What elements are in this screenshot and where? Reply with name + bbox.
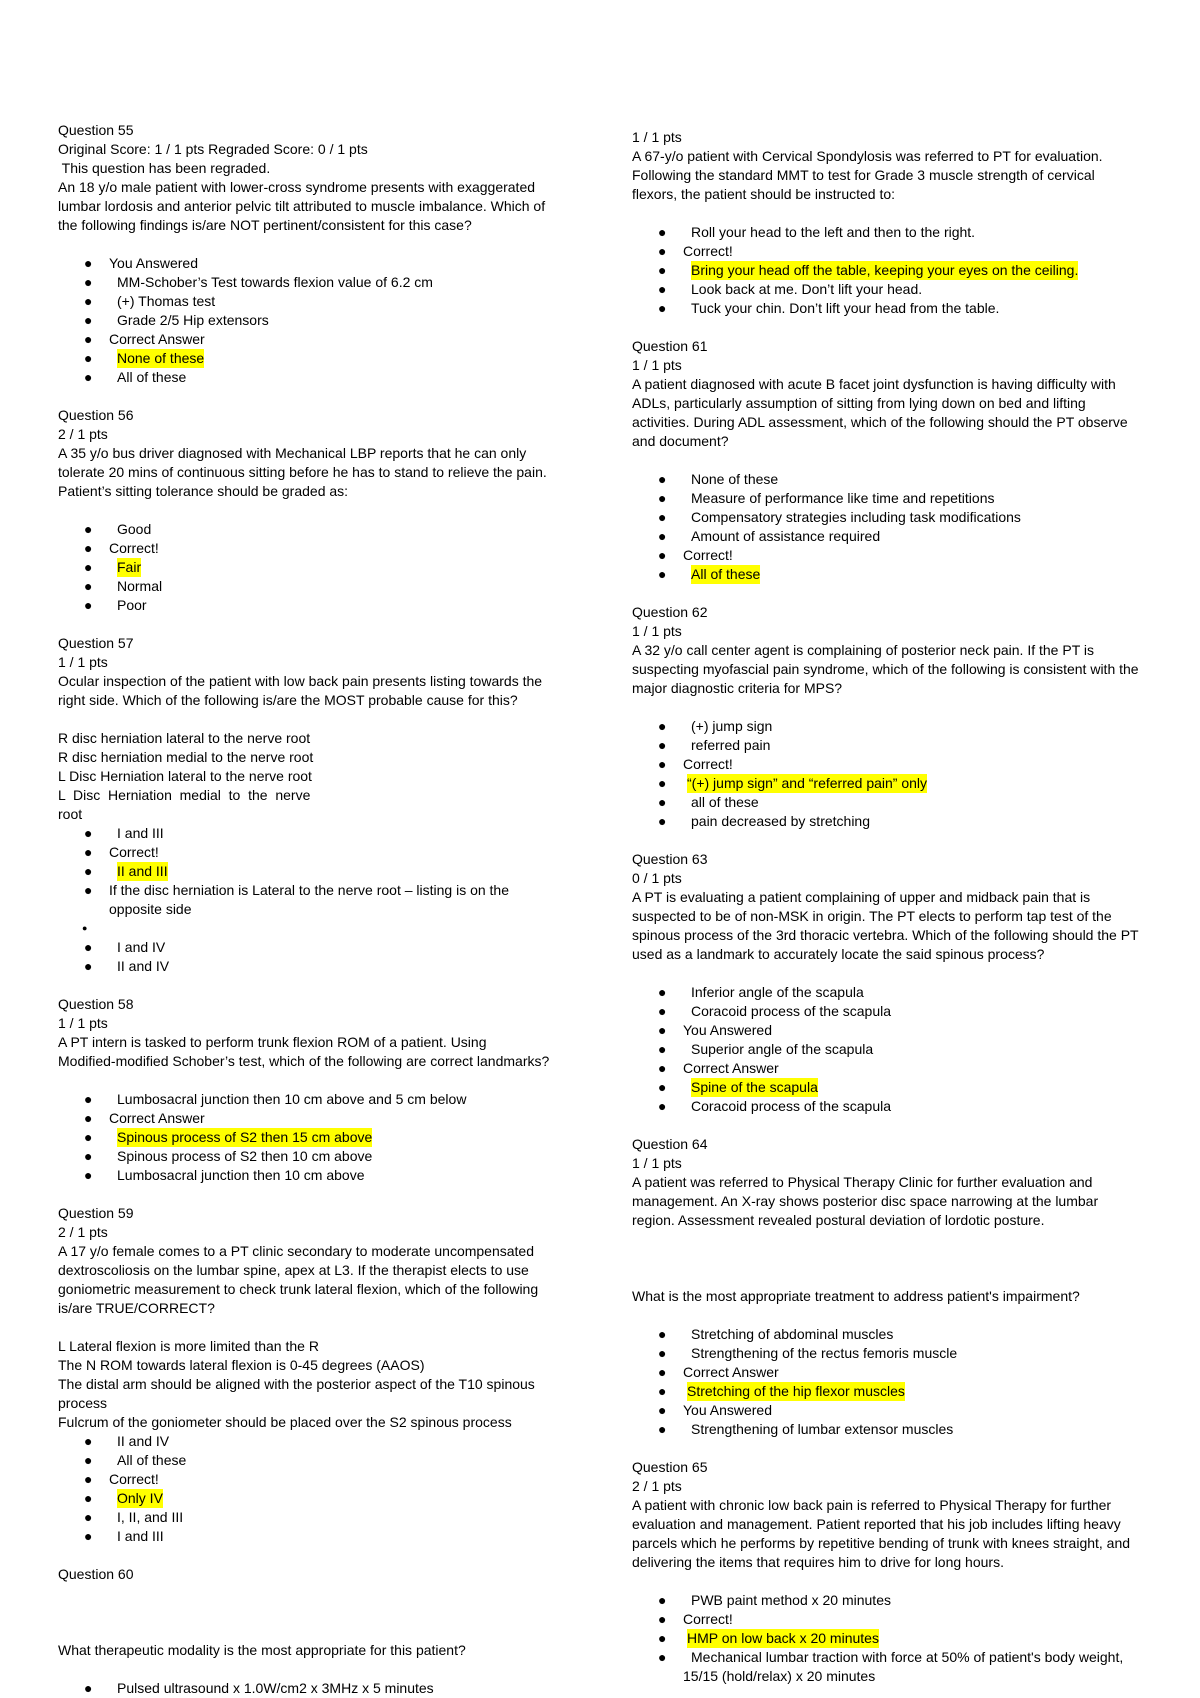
list-item: ● Strengthening of lumbar extensor muscles bbox=[658, 1421, 954, 1437]
list-item: ● All of these bbox=[84, 1452, 187, 1468]
list-item: ● Lumbosacral junction then 10 cm above and 5 cm below bbox=[84, 1091, 467, 1107]
correct-answer-item: ● Bring your head off the table, keeping your eyes on the ceiling. bbox=[658, 262, 1079, 278]
question-title: Question 57 bbox=[58, 635, 134, 651]
list-item: ● Compensatory strategies including task modifications bbox=[658, 509, 1021, 525]
explanation-continued: opposite side bbox=[109, 901, 192, 917]
list-item: ● Correct Answer bbox=[658, 1060, 779, 1076]
correct-answer-item: ● II and III bbox=[84, 863, 168, 879]
question-stem: A PT intern is tasked to perform trunk flexion ROM of a patient. Using bbox=[58, 1034, 487, 1050]
question-stem: Ocular inspection of the patient with low back pain presents listing towards the bbox=[58, 673, 543, 689]
list-item: ● II and IV bbox=[84, 958, 170, 974]
question-stem: A 35 y/o bus driver diagnosed with Mechanical LBP reports that he can only bbox=[58, 445, 527, 461]
list-item: ● Spinous process of S2 then 10 cm above bbox=[84, 1148, 373, 1164]
question-stem: goniometric measurement to check trunk lateral flexion, which of the following bbox=[58, 1281, 539, 1297]
list-item: ● Normal bbox=[84, 578, 163, 594]
question-score: 2 / 1 pts bbox=[58, 426, 108, 442]
question-stem: What therapeutic modality is the most appropriate for this patient? bbox=[58, 1642, 466, 1658]
list-item: ● (+) jump sign bbox=[658, 718, 773, 734]
question-stem: A patient diagnosed with acute B facet joint dysfunction is having difficulty with bbox=[632, 376, 1116, 392]
question-stem: What is the most appropriate treatment to address patient's impairment? bbox=[632, 1288, 1080, 1304]
right-column bbox=[632, 128, 1152, 1686]
list-item: ● Poor bbox=[84, 597, 147, 613]
question-stem: suspecting myofascial pain syndrome, which of the following is consistent with the bbox=[632, 661, 1139, 677]
regrade-note: This question has been regraded. bbox=[58, 160, 271, 176]
list-item: ● All of these bbox=[84, 369, 187, 385]
question-title: Question 58 bbox=[58, 996, 134, 1012]
question-stem: region. Assessment revealed postural deviation of lordotic posture. bbox=[632, 1212, 1045, 1228]
question-stem: A 67-y/o patient with Cervical Spondylosis was referred to PT for evaluation. bbox=[632, 148, 1103, 164]
list-item: ● pain decreased by stretching bbox=[658, 813, 870, 829]
question-stem: A 32 y/o call center agent is complaining of posterior neck pain. If the PT is bbox=[632, 642, 1094, 658]
question-title: Question 60 bbox=[58, 1566, 134, 1582]
option-line: L Disc Herniation lateral to the nerve root bbox=[58, 768, 312, 784]
list-item: ● all of these bbox=[658, 794, 759, 810]
option-line: L Lateral flexion is more limited than the R bbox=[58, 1338, 319, 1354]
question-stem: delivering the items that requires him to drive for long hours. bbox=[632, 1554, 1004, 1570]
list-item: ● You Answered bbox=[84, 255, 198, 271]
list-item: ● Mechanical lumbar traction with force at 50% of patient's body weight, bbox=[658, 1649, 1124, 1665]
list-item: ● You Answered bbox=[658, 1022, 772, 1038]
question-stem: ADLs, particularly assumption of sitting from lying down on bed and lifting bbox=[632, 395, 1086, 411]
question-stem: An 18 y/o male patient with lower-cross syndrome presents with exaggerated bbox=[58, 179, 536, 195]
question-stem: and document? bbox=[632, 433, 729, 449]
list-item: ● Correct Answer bbox=[84, 331, 205, 347]
list-item: ● Correct Answer bbox=[84, 1110, 205, 1126]
question-title: Question 56 bbox=[58, 407, 134, 423]
question-title: Question 64 bbox=[632, 1136, 708, 1152]
list-item: ● Correct! bbox=[658, 756, 733, 772]
list-item: ● I and IV bbox=[84, 939, 166, 955]
list-item: ● Roll your head to the left and then to the right. bbox=[658, 224, 976, 240]
list-item: ● I and III bbox=[84, 825, 164, 841]
list-item: ● Correct Answer bbox=[658, 1364, 779, 1380]
question-score: Original Score: 1 / 1 pts Regraded Score: 0 / 1 pts bbox=[58, 141, 368, 157]
list-item: ● I, II, and III bbox=[84, 1509, 184, 1525]
list-item: ● Correct! bbox=[658, 547, 733, 563]
correct-answer-item: ● Spine of the scapula bbox=[658, 1079, 818, 1095]
list-item: ● Measure of performance like time and repetitions bbox=[658, 490, 995, 506]
list-item: ● Amount of assistance required bbox=[658, 528, 881, 544]
question-title: Question 59 bbox=[58, 1205, 134, 1221]
question-stem: flexors, the patient should be instructed to: bbox=[632, 186, 896, 202]
question-stem: activities. During ADL assessment, which of the following should the PT observe bbox=[632, 414, 1128, 430]
question-stem: parcels which he performs by repetitive bending of trunk with knees straight, and bbox=[632, 1535, 1131, 1551]
question-stem: management. An X-ray shows posterior disc space narrowing at the lumbar bbox=[632, 1193, 1099, 1209]
list-item: ● referred pain bbox=[658, 737, 771, 753]
option-line: The distal arm should be aligned with the posterior aspect of the T10 spinous bbox=[58, 1376, 535, 1392]
option-line: Fulcrum of the goniometer should be placed over the S2 spinous process bbox=[58, 1414, 512, 1430]
question-score: 2 / 1 pts bbox=[58, 1224, 108, 1240]
list-item: ● MM-Schober’s Test towards flexion value of 6.2 cm bbox=[84, 274, 433, 290]
list-item: ● Correct! bbox=[658, 243, 733, 259]
list-item: ● II and IV bbox=[84, 1433, 170, 1449]
question-title: Question 62 bbox=[632, 604, 708, 620]
question-stem: lumbar lordosis and anterior pelvic tilt attributed to muscle imbalance. Which of bbox=[58, 198, 546, 214]
question-stem: A patient was referred to Physical Therapy Clinic for further evaluation and bbox=[632, 1174, 1093, 1190]
list-item: ● Correct! bbox=[84, 844, 159, 860]
option-line: process bbox=[58, 1395, 108, 1411]
question-score: 1 / 1 pts bbox=[58, 1015, 108, 1031]
list-item: ● I and III bbox=[84, 1528, 164, 1544]
correct-answer-item: ● All of these bbox=[658, 566, 761, 582]
question-stem: A PT is evaluating a patient complaining of upper and midback pain that is bbox=[632, 889, 1091, 905]
question-title: Question 61 bbox=[632, 338, 708, 354]
question-score: 1 / 1 pts bbox=[58, 654, 108, 670]
correct-answer-item: ● Stretching of the hip flexor muscles bbox=[658, 1383, 905, 1399]
question-title: Question 65 bbox=[632, 1459, 708, 1475]
question-score: 0 / 1 pts bbox=[632, 870, 682, 886]
list-item: ● None of these bbox=[658, 471, 779, 487]
question-score: 1 / 1 pts bbox=[632, 129, 682, 145]
list-item: ● You Answered bbox=[658, 1402, 772, 1418]
list-item: ● Grade 2/5 Hip extensors bbox=[84, 312, 269, 328]
question-stem: Patient’s sitting tolerance should be graded as: bbox=[58, 483, 349, 499]
question-stem: Modified-modified Schober’s test, which of the following are correct landmarks? bbox=[58, 1053, 550, 1069]
option-line: root bbox=[58, 806, 83, 822]
question-title: Question 55 bbox=[58, 122, 134, 138]
question-score: 2 / 1 pts bbox=[632, 1478, 682, 1494]
option-line: R disc herniation lateral to the nerve root bbox=[58, 730, 311, 746]
list-item: ● Correct! bbox=[658, 1611, 733, 1627]
question-stem: right side. Which of the following is/are the MOST probable cause for this? bbox=[58, 692, 518, 708]
list-item: ● Pulsed ultrasound x 1.0W/cm2 x 3MHz x 5 minutes bbox=[84, 1680, 434, 1696]
list-item-continued: 15/15 (hold/relax) x 20 minutes bbox=[683, 1668, 876, 1684]
list-item: ● Correct! bbox=[84, 540, 159, 556]
question-stem: dextroscoliosis on the lumbar spine, apex at L3. If the therapist elects to use bbox=[58, 1262, 529, 1278]
list-item: ● Coracoid process of the scapula bbox=[658, 1003, 891, 1019]
list-item: ● bbox=[82, 923, 88, 933]
list-item: ● Correct! bbox=[84, 1471, 159, 1487]
list-item: ● Superior angle of the scapula bbox=[658, 1041, 874, 1057]
list-item: ● Stretching of abdominal muscles bbox=[658, 1326, 894, 1342]
list-item: ● Inferior angle of the scapula bbox=[658, 984, 864, 1000]
question-stem: the following findings is/are NOT pertinent/consistent for this case? bbox=[58, 217, 472, 233]
question-score: 1 / 1 pts bbox=[632, 357, 682, 373]
question-score: 1 / 1 pts bbox=[632, 1155, 682, 1171]
question-stem: evaluation and management. Patient reported that his job includes lifting heavy bbox=[632, 1516, 1121, 1532]
option-line: R disc herniation medial to the nerve root bbox=[58, 749, 314, 765]
list-item: ● Lumbosacral junction then 10 cm above bbox=[84, 1167, 365, 1183]
correct-answer-item: ● Only IV bbox=[84, 1490, 163, 1506]
list-item: ● Good bbox=[84, 521, 152, 537]
list-item: ● (+) Thomas test bbox=[84, 293, 216, 309]
list-item: ● Strengthening of the rectus femoris muscle bbox=[658, 1345, 958, 1361]
question-title: Question 63 bbox=[632, 851, 708, 867]
correct-answer-item: ● Fair bbox=[84, 559, 142, 575]
correct-answer-item: ● HMP on low back x 20 minutes bbox=[658, 1630, 879, 1646]
question-stem: A patient with chronic low back pain is referred to Physical Therapy for further bbox=[632, 1497, 1112, 1513]
left-column bbox=[58, 121, 558, 1698]
option-line: L Disc Herniation medial to the nerve bbox=[58, 787, 311, 803]
question-score: 1 / 1 pts bbox=[632, 623, 682, 639]
question-stem: suspected to be of non-MSK in origin. The PT elects to perform tap test of the bbox=[632, 908, 1112, 924]
correct-answer-item: ● None of these bbox=[84, 350, 205, 366]
explanation-item: ● If the disc herniation is Lateral to the nerve root – listing is on the bbox=[84, 882, 510, 898]
correct-answer-item: ● “(+) jump sign” and “referred pain” only bbox=[658, 775, 928, 791]
question-stem: tolerate 20 mins of continuous sitting before he has to stand to relieve the pain. bbox=[58, 464, 547, 480]
question-stem: A 17 y/o female comes to a PT clinic secondary to moderate uncompensated bbox=[58, 1243, 534, 1259]
question-stem: used as a landmark to accurately locate the said spinous process? bbox=[632, 946, 1045, 962]
question-stem: spinous process of the 3rd thoracic vertebra. Which of the following should the PT bbox=[632, 927, 1139, 943]
list-item: ● Coracoid process of the scapula bbox=[658, 1098, 891, 1114]
list-item: ● PWB paint method x 20 minutes bbox=[658, 1592, 891, 1608]
question-stem: Following the standard MMT to test for Grade 3 muscle strength of cervical bbox=[632, 167, 1095, 183]
correct-answer-item: ● Spinous process of S2 then 15 cm above bbox=[84, 1129, 373, 1145]
list-item: ● Look back at me. Don’t lift your head. bbox=[658, 281, 923, 297]
question-stem: major diagnostic criteria for MPS? bbox=[632, 680, 843, 696]
question-stem: is/are TRUE/CORRECT? bbox=[58, 1300, 215, 1316]
option-line: The N ROM towards lateral flexion is 0-45 degrees (AAOS) bbox=[58, 1357, 425, 1373]
list-item: ● Tuck your chin. Don’t lift your head from the table. bbox=[658, 300, 1000, 316]
